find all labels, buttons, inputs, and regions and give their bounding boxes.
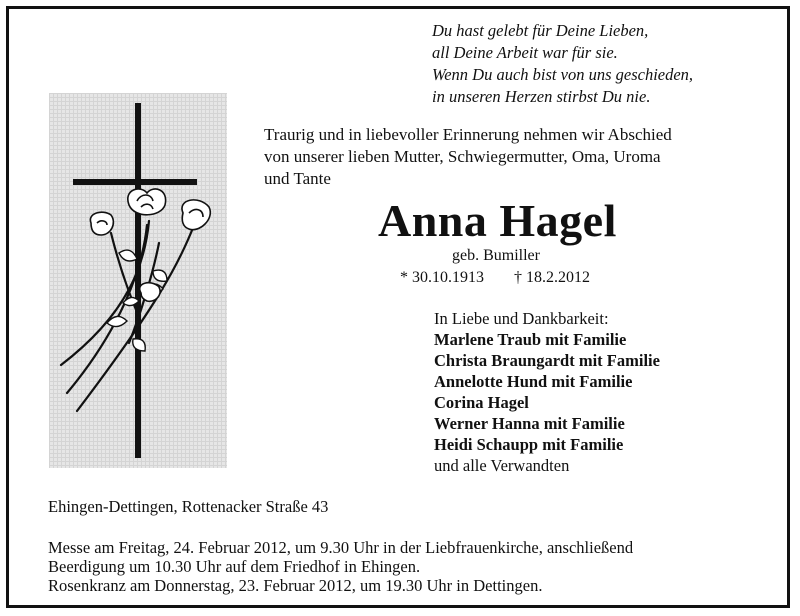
life-dates bbox=[400, 268, 590, 288]
intro-line: Traurig und in liebevoller Erinnerung nehmen wir Abschied bbox=[264, 125, 672, 144]
deceased-name: Anna Hagel bbox=[378, 195, 617, 246]
mourner-family: Werner Hanna mit Familie bbox=[434, 414, 625, 433]
service-line: Beerdigung um 10.30 Uhr auf dem Friedhof in Ehingen. bbox=[48, 557, 421, 576]
poem-line: Wenn Du auch bist von uns geschieden, bbox=[432, 65, 694, 84]
maiden-name: geb. Bumiller bbox=[452, 247, 540, 264]
cross-with-roses-icon bbox=[49, 93, 227, 468]
service-details bbox=[48, 538, 633, 595]
poem bbox=[432, 20, 693, 108]
service-line: Rosenkranz am Donnerstag, 23. Februar 2012, um 19.30 Uhr in Dettingen. bbox=[48, 576, 543, 595]
intro-line: von unserer lieben Mutter, Schwiegermutter, Oma, Uroma bbox=[264, 147, 661, 166]
address: Ehingen-Dettingen, Rottenacker Straße 43 bbox=[48, 497, 329, 516]
poem-line: in unseren Herzen stirbst Du nie. bbox=[432, 87, 651, 106]
intro-line: und Tante bbox=[264, 169, 331, 188]
intro-text bbox=[264, 124, 764, 190]
death-date: † 18.2.2012 bbox=[514, 269, 590, 286]
mourner-family: Christa Braungardt mit Familie bbox=[434, 351, 660, 370]
poem-line: all Deine Arbeit war für sie. bbox=[432, 43, 618, 62]
mourner-family: Heidi Schaupp mit Familie bbox=[434, 435, 624, 454]
service-line: Messe am Freitag, 24. Februar 2012, um 9.30 Uhr in der Liebfrauenkirche, anschließend bbox=[48, 538, 634, 557]
mourner-family: Corina Hagel bbox=[434, 393, 529, 412]
mourners-heading: In Liebe und Dankbarkeit: bbox=[434, 309, 609, 328]
mourners-list bbox=[434, 308, 660, 476]
poem-line: Du hast gelebt für Deine Lieben, bbox=[432, 21, 649, 40]
mourner-family: Annelotte Hund mit Familie bbox=[434, 372, 633, 391]
mourners-closing: und alle Verwandten bbox=[434, 456, 570, 475]
birth-date: * 30.10.1913 bbox=[400, 269, 484, 286]
mourner-family: Marlene Traub mit Familie bbox=[434, 330, 627, 349]
